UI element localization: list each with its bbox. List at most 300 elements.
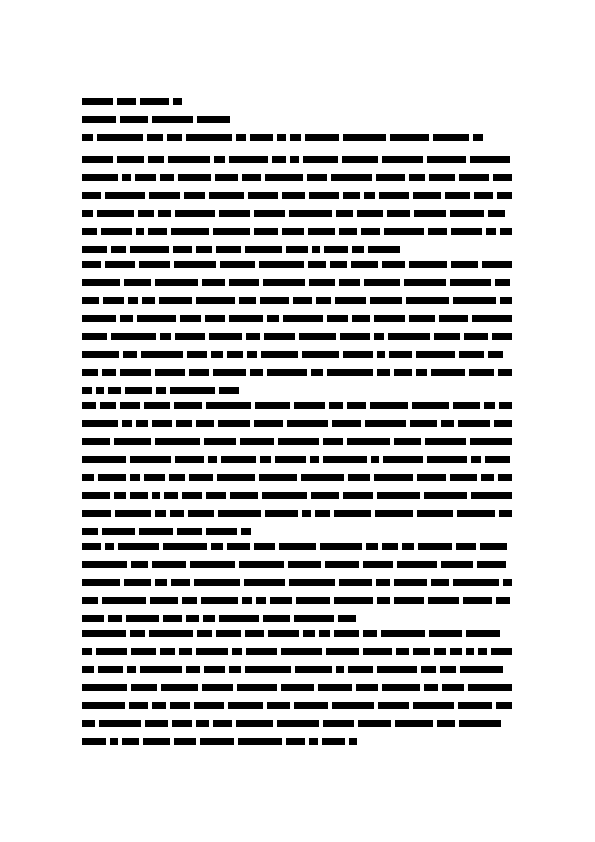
- text-word: [332, 420, 361, 427]
- text-word: [301, 474, 344, 481]
- text-word: [324, 246, 348, 253]
- text-word: [227, 543, 250, 550]
- text-word: [267, 315, 279, 322]
- text-word: [327, 315, 348, 322]
- text-word: [130, 492, 148, 499]
- text-word: [320, 543, 362, 550]
- text-word: [122, 174, 131, 181]
- text-word: [283, 315, 323, 322]
- text-word: [442, 684, 464, 691]
- text-word: [211, 351, 223, 358]
- text-word: [239, 561, 284, 568]
- text-word: [82, 402, 96, 409]
- text-word: [221, 456, 256, 463]
- text-word: [288, 561, 321, 568]
- text-word: [450, 648, 462, 655]
- text-line: [82, 402, 512, 409]
- text-word: [161, 684, 198, 691]
- text-word: [412, 402, 449, 409]
- text-word: [108, 615, 122, 622]
- text-word: [268, 630, 299, 637]
- text-word: [309, 192, 339, 199]
- text-word: [427, 156, 466, 163]
- text-word: [482, 261, 512, 268]
- text-word: [381, 630, 425, 637]
- text-word: [189, 369, 209, 376]
- text-word: [82, 438, 110, 445]
- text-word: [171, 228, 209, 235]
- text-word: [105, 192, 145, 199]
- text-word: [82, 561, 127, 568]
- text-word: [254, 210, 285, 217]
- text-word: [413, 192, 441, 199]
- text-word: [177, 528, 202, 535]
- text-word: [308, 261, 326, 268]
- text-word: [142, 297, 155, 304]
- text-word: [203, 615, 215, 622]
- text-word: [339, 228, 357, 235]
- text-word: [236, 134, 246, 141]
- text-word: [272, 156, 286, 163]
- text-word: [188, 510, 214, 517]
- document-header: [82, 98, 494, 141]
- text-line: [82, 579, 512, 586]
- text-word: [294, 702, 328, 709]
- text-word: [336, 666, 344, 673]
- text-word: [117, 98, 136, 105]
- text-word: [201, 597, 238, 604]
- text-word: [417, 474, 446, 481]
- text-word: [378, 702, 409, 709]
- text-word: [250, 369, 263, 376]
- text-word: [196, 720, 209, 727]
- text-word: [404, 279, 446, 286]
- text-word: [118, 543, 159, 550]
- text-word: [98, 666, 123, 673]
- text-word: [164, 492, 178, 499]
- text-word: [128, 297, 138, 304]
- text-word: [82, 134, 93, 141]
- text-word: [174, 738, 196, 745]
- text-word: [457, 510, 495, 517]
- text-word: [347, 438, 390, 445]
- text-word: [175, 210, 215, 217]
- text-line: [82, 528, 251, 535]
- text-word: [147, 134, 163, 141]
- text-word: [311, 369, 323, 376]
- text-word: [82, 279, 120, 286]
- text-word: [374, 333, 384, 340]
- text-word: [239, 297, 256, 304]
- text-word: [96, 387, 104, 394]
- text-word: [245, 666, 291, 673]
- text-word: [409, 315, 435, 322]
- text-line: [82, 720, 512, 727]
- text-word: [163, 543, 207, 550]
- header-line-byline: [82, 134, 494, 141]
- text-word: [413, 702, 454, 709]
- text-word: [130, 630, 145, 637]
- text-word: [394, 369, 412, 376]
- text-word: [307, 174, 327, 181]
- text-word: [130, 246, 169, 253]
- text-word: [384, 228, 424, 235]
- text-word: [206, 402, 251, 409]
- text-word: [493, 174, 512, 181]
- text-word: [343, 134, 386, 141]
- text-word: [229, 156, 268, 163]
- text-word: [102, 369, 116, 376]
- text-word: [498, 369, 512, 376]
- text-word: [202, 279, 225, 286]
- text-word: [230, 492, 258, 499]
- text-word: [421, 666, 436, 673]
- text-word: [453, 579, 499, 586]
- text-word: [464, 333, 488, 340]
- text-word: [434, 648, 446, 655]
- text-word: [451, 228, 482, 235]
- text-word: [179, 648, 192, 655]
- text-word: [323, 720, 354, 727]
- text-word: [131, 648, 156, 655]
- text-word: [265, 510, 298, 517]
- text-word: [197, 116, 230, 123]
- text-word: [259, 261, 304, 268]
- text-word: [308, 228, 335, 235]
- text-word: [82, 246, 107, 253]
- text-word: [82, 192, 101, 199]
- text-word: [254, 420, 283, 427]
- text-word: [334, 630, 359, 637]
- text-word: [169, 474, 185, 481]
- text-word: [213, 228, 250, 235]
- text-word: [473, 134, 483, 141]
- text-word: [427, 456, 467, 463]
- text-word: [377, 369, 390, 376]
- text-word: [458, 702, 492, 709]
- text-word: [468, 684, 512, 691]
- text-line: [82, 246, 400, 253]
- text-word: [309, 279, 335, 286]
- text-word: [242, 174, 261, 181]
- text-word: [180, 315, 201, 322]
- text-word: [340, 333, 370, 340]
- text-word: [101, 228, 132, 235]
- text-line: [82, 456, 512, 463]
- text-word: [208, 456, 217, 463]
- text-word: [228, 702, 263, 709]
- text-word: [206, 528, 237, 535]
- text-line: [82, 561, 512, 568]
- text-word: [351, 261, 378, 268]
- text-word: [82, 420, 118, 427]
- text-word: [471, 456, 481, 463]
- text-word: [335, 297, 366, 304]
- text-word: [260, 456, 271, 463]
- text-line: [82, 510, 512, 517]
- text-word: [289, 210, 332, 217]
- text-word: [319, 630, 330, 637]
- text-word: [82, 456, 126, 463]
- text-word: [347, 402, 366, 409]
- text-word: [491, 648, 512, 655]
- text-word: [286, 738, 305, 745]
- text-word: [186, 666, 200, 673]
- text-word: [187, 351, 207, 358]
- text-word: [303, 630, 315, 637]
- text-word: [240, 438, 274, 445]
- text-word: [209, 333, 242, 340]
- text-word: [244, 579, 285, 586]
- text-word: [232, 648, 242, 655]
- text-word: [281, 684, 314, 691]
- text-word: [451, 261, 478, 268]
- text-word: [120, 315, 133, 322]
- text-word: [364, 192, 375, 199]
- text-word: [189, 474, 213, 481]
- text-word: [470, 438, 512, 445]
- text-word: [377, 666, 417, 673]
- text-word: [175, 333, 205, 340]
- text-word: [105, 543, 114, 550]
- text-word: [170, 387, 215, 394]
- text-word: [82, 648, 92, 655]
- text-word: [363, 561, 393, 568]
- text-line: [82, 474, 512, 481]
- text-word: [82, 98, 113, 105]
- text-word: [160, 174, 174, 181]
- text-word: [186, 134, 232, 141]
- text-word: [229, 666, 241, 673]
- text-word: [82, 543, 101, 550]
- text-word: [254, 228, 278, 235]
- text-word: [82, 333, 107, 340]
- text-word: [127, 666, 136, 673]
- text-word: [329, 402, 343, 409]
- text-word: [138, 210, 154, 217]
- text-word: [500, 297, 512, 304]
- text-word: [241, 528, 251, 535]
- text-word: [375, 510, 413, 517]
- text-word: [294, 615, 334, 622]
- text-word: [470, 156, 510, 163]
- text-word: [277, 720, 319, 727]
- text-word: [135, 174, 156, 181]
- text-word: [245, 630, 264, 637]
- text-line: [82, 492, 512, 499]
- text-word: [394, 597, 424, 604]
- text-word: [167, 134, 182, 141]
- text-word: [82, 228, 97, 235]
- text-word: [152, 420, 172, 427]
- text-word: [262, 492, 307, 499]
- text-word: [478, 648, 487, 655]
- text-word: [114, 438, 151, 445]
- text-word: [488, 210, 505, 217]
- text-word: [129, 702, 148, 709]
- text-word: [82, 702, 125, 709]
- text-word: [366, 543, 378, 550]
- text-word: [238, 738, 282, 745]
- text-word: [394, 438, 421, 445]
- text-line: [82, 279, 512, 286]
- text-word: [352, 246, 364, 253]
- text-word: [82, 369, 98, 376]
- text-word: [246, 648, 277, 655]
- text-word: [131, 684, 157, 691]
- text-word: [124, 279, 151, 286]
- text-word: [499, 402, 512, 409]
- text-word: [204, 666, 225, 673]
- text-word: [382, 543, 398, 550]
- text-word: [264, 333, 295, 340]
- text-word: [348, 474, 370, 481]
- text-word: [259, 474, 297, 481]
- text-word: [82, 210, 93, 217]
- text-word: [152, 116, 193, 123]
- text-word: [172, 720, 192, 727]
- text-word: [220, 261, 255, 268]
- text-line: [82, 738, 368, 745]
- text-word: [247, 351, 257, 358]
- text-line: [82, 648, 512, 655]
- text-word: [429, 630, 462, 637]
- text-word: [219, 210, 250, 217]
- text-word: [216, 630, 241, 637]
- text-line: [82, 210, 512, 217]
- text-word: [139, 528, 173, 535]
- paragraph-5: [82, 630, 512, 745]
- text-word: [379, 192, 409, 199]
- text-word: [418, 543, 452, 550]
- text-word: [382, 261, 405, 268]
- text-word: [170, 510, 184, 517]
- text-word: [82, 174, 118, 181]
- text-word: [155, 369, 185, 376]
- text-word: [155, 510, 166, 517]
- text-word: [334, 597, 373, 604]
- text-word: [383, 456, 423, 463]
- text-word: [122, 420, 132, 427]
- text-word: [428, 228, 447, 235]
- text-word: [152, 561, 186, 568]
- paragraph-4: [82, 543, 512, 622]
- text-line: [82, 684, 512, 691]
- text-word: [190, 561, 235, 568]
- text-word: [390, 134, 429, 141]
- text-word: [97, 134, 143, 141]
- text-word: [299, 333, 336, 340]
- text-word: [290, 134, 301, 141]
- text-word: [150, 597, 178, 604]
- text-word: [315, 510, 330, 517]
- text-word: [130, 456, 171, 463]
- text-word: [484, 402, 495, 409]
- text-word: [182, 492, 202, 499]
- text-word: [82, 156, 113, 163]
- text-word: [431, 579, 449, 586]
- text-word: [100, 402, 116, 409]
- text-word: [281, 648, 322, 655]
- text-word: [237, 684, 277, 691]
- text-word: [339, 279, 360, 286]
- text-word: [82, 351, 119, 358]
- text-word: [120, 116, 148, 123]
- text-word: [424, 684, 438, 691]
- text-word: [437, 720, 455, 727]
- text-word: [149, 630, 193, 637]
- text-word: [117, 156, 144, 163]
- text-word: [500, 228, 512, 235]
- text-word: [124, 579, 151, 586]
- text-word: [469, 369, 494, 376]
- text-word: [196, 246, 212, 253]
- text-word: [453, 402, 480, 409]
- text-word: [343, 351, 373, 358]
- text-word: [149, 192, 180, 199]
- text-word: [396, 648, 409, 655]
- text-word: [425, 438, 466, 445]
- text-line: [82, 420, 512, 427]
- text-word: [416, 369, 427, 376]
- text-word: [334, 510, 371, 517]
- text-line: [82, 615, 356, 622]
- text-word: [148, 156, 164, 163]
- text-word: [424, 492, 467, 499]
- text-word: [410, 420, 437, 427]
- text-word: [498, 474, 512, 481]
- text-word: [111, 333, 156, 340]
- text-word: [152, 702, 166, 709]
- text-word: [110, 738, 118, 745]
- text-word: [494, 420, 512, 427]
- text-word: [477, 561, 506, 568]
- text-word: [434, 333, 460, 340]
- text-word: [439, 315, 468, 322]
- text-word: [204, 438, 236, 445]
- text-word: [330, 261, 347, 268]
- text-word: [82, 720, 95, 727]
- text-word: [357, 210, 383, 217]
- text-line: [82, 666, 512, 673]
- text-word: [331, 174, 372, 181]
- text-line: [82, 543, 512, 550]
- text-word: [82, 474, 94, 481]
- text-word: [140, 666, 182, 673]
- text-word: [466, 648, 474, 655]
- text-word: [219, 387, 239, 394]
- text-word: [218, 420, 250, 427]
- text-word: [265, 174, 303, 181]
- text-word: [159, 297, 192, 304]
- text-word: [115, 510, 151, 517]
- text-word: [277, 134, 286, 141]
- text-word: [371, 456, 379, 463]
- text-word: [325, 561, 359, 568]
- text-word: [173, 98, 182, 105]
- text-word: [171, 579, 190, 586]
- text-word: [323, 438, 343, 445]
- text-word: [123, 351, 137, 358]
- text-word: [218, 510, 261, 517]
- text-word: [82, 510, 111, 517]
- text-word: [450, 279, 491, 286]
- text-word: [82, 116, 116, 123]
- text-line: [82, 315, 512, 322]
- text-word: [174, 402, 202, 409]
- text-word: [472, 315, 512, 322]
- text-word: [471, 492, 512, 499]
